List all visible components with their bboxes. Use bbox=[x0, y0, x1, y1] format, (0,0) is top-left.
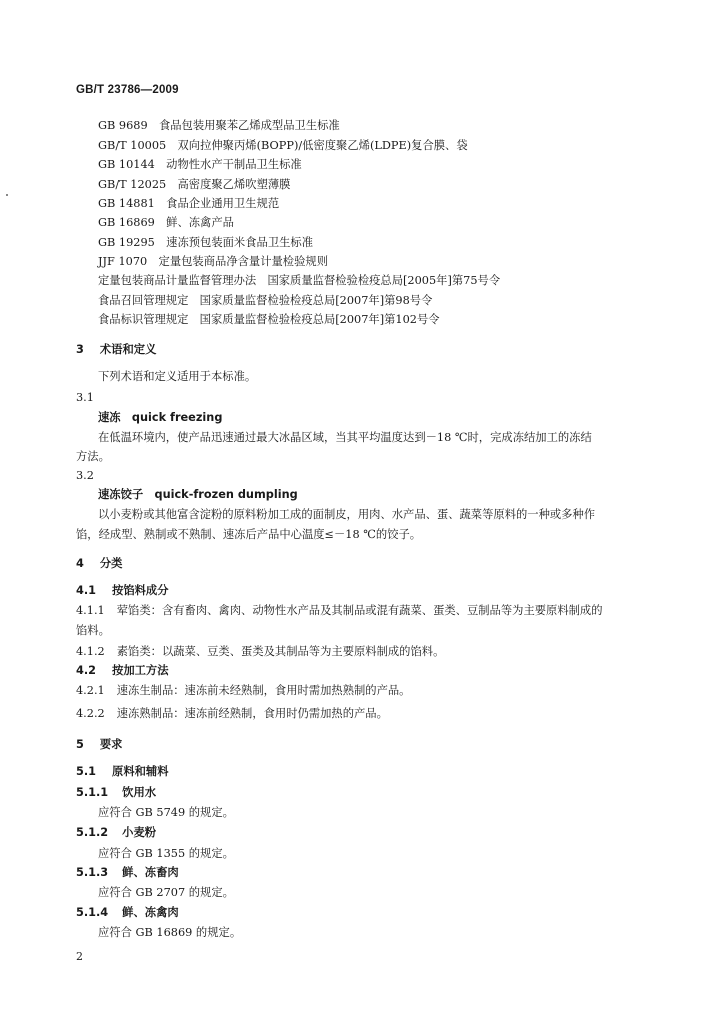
section-number: 3 bbox=[76, 343, 84, 356]
item-title: 小麦粉 bbox=[122, 826, 157, 839]
subsection-heading bbox=[76, 584, 169, 598]
item-number: 5.1.4 bbox=[76, 906, 109, 919]
subsection-title: 按加工方法 bbox=[112, 664, 169, 677]
item-number: 5.1.2 bbox=[76, 826, 109, 839]
reference-item: 食品标识管理规定 国家质量监督检验检疫总局[2007年]第102号令 bbox=[98, 313, 440, 326]
reference-item: GB 16869 鲜、冻禽产品 bbox=[98, 216, 234, 229]
page-number: 2 bbox=[76, 950, 83, 963]
item-title: 鲜、冻畜肉 bbox=[122, 866, 179, 879]
reference-item: 定量包装商品计量监督管理办法 国家质量监督检验检疫总局[2005年]第75号令 bbox=[98, 274, 501, 287]
clause-number: 4.1.1 bbox=[76, 604, 105, 617]
term-definition-cont: 馅，经成型、熟制或不熟制、速冻后产品中心温度≤－18 ℃的饺子。 bbox=[76, 528, 422, 541]
reference-item: JJF 1070 定量包装商品净含量计量检验规则 bbox=[98, 255, 328, 268]
clause-text: 素馅类：以蔬菜、豆类、蛋类及其制品等为主要原料制成的馅料。 bbox=[116, 645, 445, 658]
clause-4-1-1 bbox=[76, 604, 603, 618]
item-number: 5.1.1 bbox=[76, 786, 109, 799]
subsection-title: 按馅料成分 bbox=[112, 584, 169, 597]
section-5-heading bbox=[76, 738, 122, 752]
clause-text: 荤馅类：含有畜肉、禽肉、动物性水产品及其制品或混有蔬菜、蛋类、豆制品等为主要原料制成的 bbox=[116, 604, 603, 617]
item-title: 鲜、冻禽肉 bbox=[122, 906, 179, 919]
reference-item: GB 9689 食品包装用聚苯乙烯成型品卫生标准 bbox=[98, 119, 340, 132]
clause-4-2-2 bbox=[76, 707, 388, 721]
reference-item: GB 19295 速冻预包装面米食品卫生标准 bbox=[98, 236, 314, 249]
scan-mark bbox=[6, 194, 8, 196]
section-number: 4 bbox=[76, 557, 84, 570]
term-heading: 速冻 quick freezing bbox=[98, 411, 223, 424]
subsection-number: 4.2 bbox=[76, 664, 97, 677]
item-heading bbox=[76, 786, 156, 800]
reference-item: GB 14881 食品企业通用卫生规范 bbox=[98, 197, 280, 210]
clause-4-2-1 bbox=[76, 684, 410, 698]
term-definition: 以小麦粉或其他富含淀粉的原料粉加工成的面制皮，用肉、水产品、蛋、蔬菜等原料的一种或多种作 bbox=[98, 508, 596, 521]
section-intro: 下列术语和定义适用于本标准。 bbox=[98, 370, 257, 383]
reference-item: GB/T 10005 双向拉伸聚丙烯(BOPP)/低密度聚乙烯(LDPE)复合膜、袋 bbox=[98, 139, 468, 152]
term-definition-cont: 方法。 bbox=[76, 450, 110, 463]
subsection-number: 5.1 bbox=[76, 765, 97, 778]
clause-text-cont: 馅料。 bbox=[76, 624, 110, 637]
clause-number: 4.2.1 bbox=[76, 684, 105, 697]
section-title: 要求 bbox=[99, 738, 123, 751]
page-header: GB/T 23786—2009 bbox=[76, 84, 179, 96]
section-number: 5 bbox=[76, 738, 84, 751]
subsection-title: 原料和辅料 bbox=[112, 765, 169, 778]
reference-item: GB 10144 动物性水产干制品卫生标准 bbox=[98, 158, 302, 171]
item-heading bbox=[76, 866, 179, 880]
item-text: 应符合 GB 1355 的规定。 bbox=[98, 847, 234, 860]
item-text: 应符合 GB 5749 的规定。 bbox=[98, 806, 234, 819]
item-text: 应符合 GB 16869 的规定。 bbox=[98, 926, 242, 939]
item-heading bbox=[76, 906, 179, 920]
item-text: 应符合 GB 2707 的规定。 bbox=[98, 886, 234, 899]
subsection-heading bbox=[76, 664, 169, 678]
reference-item: 食品召回管理规定 国家质量监督检验检疫总局[2007年]第98号令 bbox=[98, 294, 433, 307]
term-number: 3.2 bbox=[76, 469, 94, 482]
clause-text: 速冻生制品：速冻前未经熟制，食用时需加热熟制的产品。 bbox=[116, 684, 411, 697]
clause-number: 4.2.2 bbox=[76, 707, 105, 720]
section-3-heading bbox=[76, 343, 156, 357]
clause-text: 速冻熟制品：速冻前经熟制，食用时仍需加热的产品。 bbox=[116, 707, 388, 720]
section-title: 分类 bbox=[99, 557, 123, 570]
clause-4-1-2 bbox=[76, 645, 444, 659]
reference-item: GB/T 12025 高密度聚乙烯吹塑薄膜 bbox=[98, 178, 291, 191]
clause-number: 4.1.2 bbox=[76, 645, 105, 658]
subsection-heading bbox=[76, 765, 169, 779]
item-title: 饮用水 bbox=[122, 786, 157, 799]
item-number: 5.1.3 bbox=[76, 866, 109, 879]
section-title: 术语和定义 bbox=[99, 343, 157, 356]
term-heading: 速冻饺子 quick-frozen dumpling bbox=[98, 488, 298, 501]
subsection-number: 4.1 bbox=[76, 584, 97, 597]
section-4-heading bbox=[76, 557, 122, 571]
term-number: 3.1 bbox=[76, 391, 94, 404]
item-heading bbox=[76, 826, 156, 840]
term-definition: 在低温环境内，使产品迅速通过最大冰晶区域，当其平均温度达到－18 ℃时，完成冻结加工的冻结 bbox=[98, 431, 592, 444]
